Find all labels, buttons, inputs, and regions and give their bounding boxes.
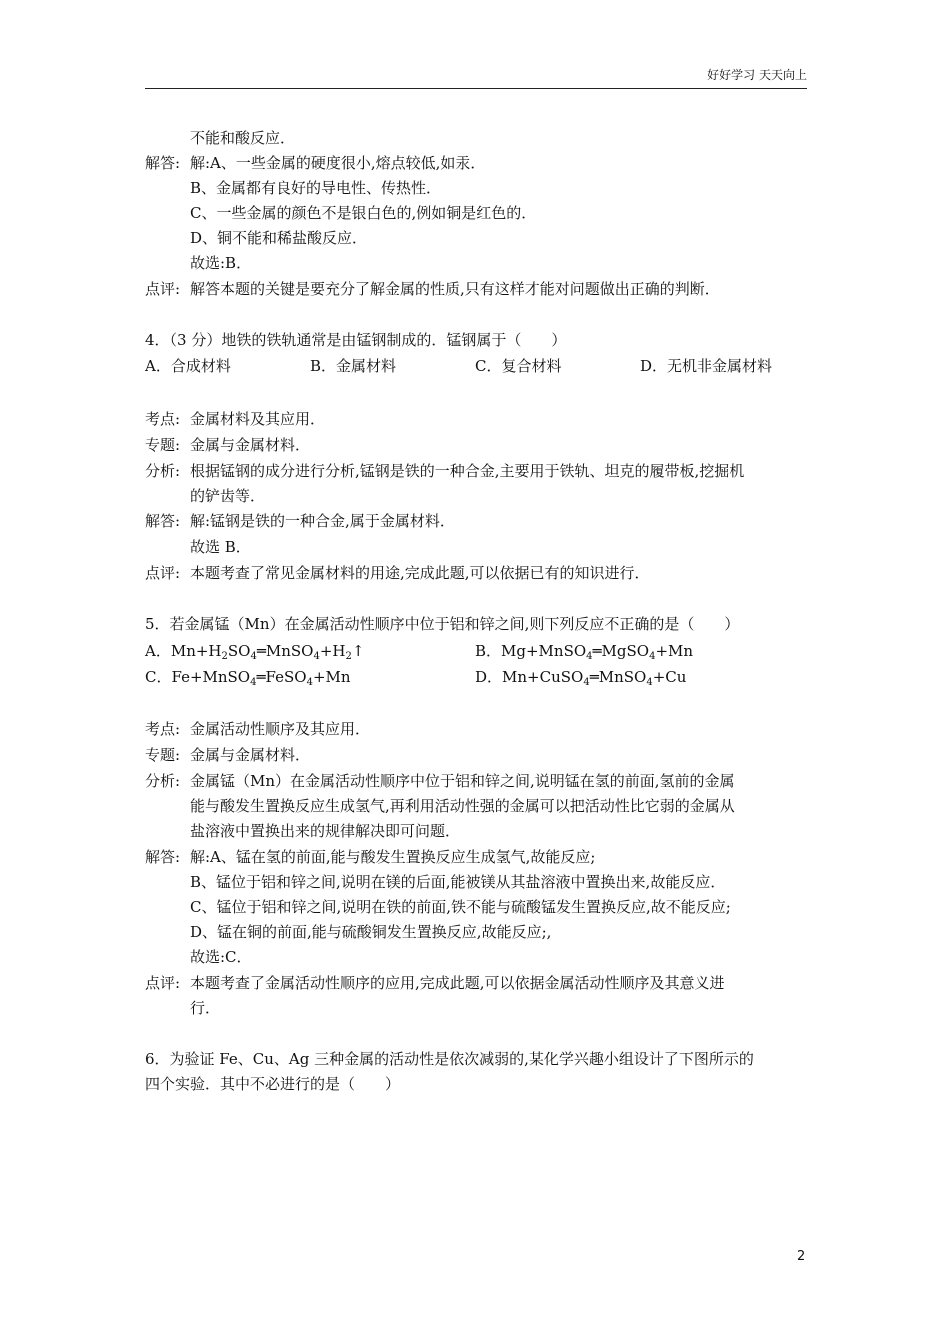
q4-option-d: D．无机非金属材料	[640, 357, 773, 375]
q5-kaodian: 考点: 金属活动性顺序及其应用．	[145, 720, 371, 738]
q3-answer-2: B、金属都有良好的导电性、传热性．	[190, 179, 442, 197]
q4-question: 4．（3 分）地铁的铁轨通常是由锰钢制成的．锰钢属于（ ）	[145, 331, 567, 349]
q5-jieda-3: C、锰位于铝和锌之间,说明在铁的前面,铁不能与硫酸锰发生置换反应,故不能反应;	[190, 898, 731, 916]
q3-comment: 点评: 解答本题的关键是要充分了解金属的性质,只有这样才能对问题做出正确的判断．	[145, 280, 720, 298]
q5-fenxi-3: 盐溶液中置换出来的规律解决即可问题．	[190, 822, 461, 840]
q4-jieda-2: 故选 B．	[190, 538, 251, 556]
q4-fenxi-2: 的铲齿等．	[190, 487, 266, 505]
q4-jieda-1: 解答: 解:锰钢是铁的一种合金,属于金属材料．	[145, 512, 455, 530]
q3-answer-1: 解答: 解:A、一些金属的硬度很小,熔点较低,如汞．	[145, 154, 486, 172]
q5-jieda-5: 故选:C．	[190, 948, 252, 966]
page-number: 2	[797, 1249, 806, 1264]
q6-question-1: 6．为验证 Fe、Cu、Ag 三种金属的活动性是依次减弱的,某化学兴趣小组设计了下图所示的	[145, 1050, 754, 1068]
page-header	[145, 66, 807, 89]
q4-kaodian: 考点: 金属材料及其应用．	[145, 410, 326, 428]
q5-option-d: D．Mn+CuSO$_4$═MnSO$_4$+Cu	[475, 668, 687, 688]
q3-cont: 不能和酸反应．	[190, 129, 296, 147]
q5-zhuanti: 专题: 金属与金属材料．	[145, 746, 311, 764]
q5-option-b: B．Mg+MnSO$_4$═MgSO$_4$+Mn	[475, 642, 694, 662]
q4-option-b: B．金属材料	[310, 357, 397, 375]
q5-fenxi-1: 分析: 金属锰（Mn）在金属活动性顺序中位于铝和锌之间,说明锰在氢的前面,氢前的金属	[145, 772, 735, 790]
q5-jieda-1: 解答: 解:A、锰在氢的前面,能与酸发生置换反应生成氢气,故能反应;	[145, 848, 596, 866]
q4-option-a: A．合成材料	[145, 357, 231, 375]
q6-question-2: 四个实验．其中不必进行的是（ ）	[145, 1075, 401, 1093]
q5-dianping-2: 行．	[190, 999, 221, 1017]
q3-answer-4: D、铜不能和稀盐酸反应．	[190, 229, 368, 247]
q5-option-a: A．$Mn+H_2SO_4═MnSO_4+H_2↑$	[145, 642, 365, 662]
q5-jieda-4: D、锰在铜的前面,能与硫酸铜发生置换反应,故能反应;,	[190, 923, 552, 941]
q4-zhuanti: 专题: 金属与金属材料．	[145, 436, 311, 454]
q5-fenxi-2: 能与酸发生置换反应生成氢气,再利用活动性强的金属可以把活动性比它弱的金属从	[190, 797, 735, 815]
q4-option-c: C．复合材料	[475, 357, 562, 375]
q3-answer-5: 故选:B．	[190, 254, 252, 272]
header-motto: 好好学习 天天向上	[707, 68, 807, 82]
q4-fenxi-1: 分析: 根据锰钢的成分进行分析,锰钢是铁的一种合金,主要用于铁轨、坦克的履带板,挖掘机	[145, 462, 745, 480]
q4-dianping: 点评: 本题考查了常见金属材料的用途,完成此题,可以依据已有的知识进行．	[145, 564, 650, 582]
q5-option-c: C．Fe+MnSO$_4$═FeSO$_4$+Mn	[145, 668, 351, 688]
q5-question: 5．若金属锰（Mn）在金属活动性顺序中位于铝和锌之间,则下列反应不正确的是（ ）	[145, 615, 740, 633]
q5-jieda-2: B、锰位于铝和锌之间,说明在镁的后面,能被镁从其盐溶液中置换出来,故能反应．	[190, 873, 726, 891]
q3-answer-3: C、一些金属的颜色不是银白色的,例如铜是红色的．	[190, 204, 537, 222]
q5-dianping-1: 点评: 本题考查了金属活动性顺序的应用,完成此题,可以依据金属活动性顺序及其意义进	[145, 974, 725, 992]
